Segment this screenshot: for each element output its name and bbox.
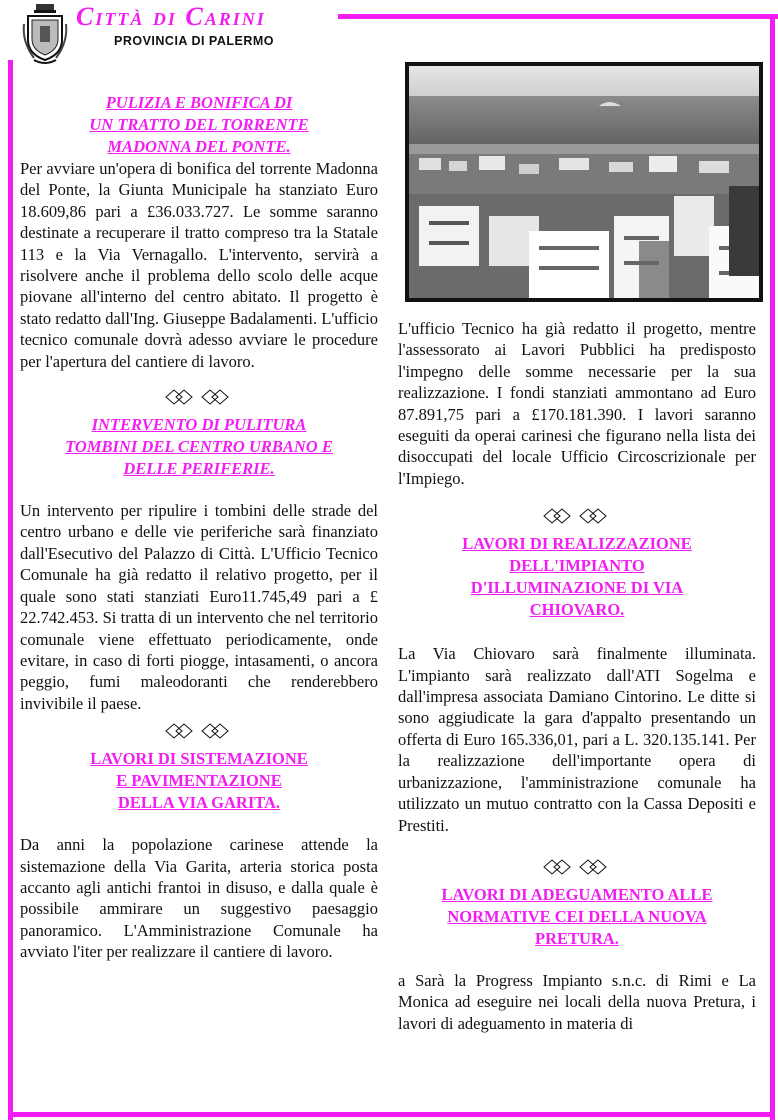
province-name: PROVINCIA DI PALERMO (114, 34, 275, 48)
title-line: PRETURA. (535, 928, 619, 948)
town-name: Città di Carini (76, 2, 266, 31)
article-3-body-continued: L'ufficio Tecnico ha già redatto il progetto, mentre l'assessorato ai Lavori Pubblici ha predisposto l'impegno delle somme necessarie per la sua realizzazione. I fondi stanziati ammontano ad Euro 87.891,75 pari a £170.181.390. I lavori saranno eseguiti da operai carinesi che figurano nella lista dei disoccupati del locale Ufficio Circoscrizionale per l'Impiego. (398, 319, 756, 488)
article-1-title (20, 92, 378, 158)
article-4-body: La Via Chiovaro sarà finalmente illuminata. L'impianto sarà realizzato dall'ATI Sogelma e dall'impresa associata Damiano Cintorino. Le ditte si sono aggiudicate la gara d'appalto presentando un offerta di Euro 165.336,01, pari a L. 320.135.141. Per la realizzazione dell'importante opera di urbanizzazione, l'amministrazione comunale ha utilizzato un mutuo contratto con la Cassa Depositi e Prestiti. (398, 644, 756, 835)
title-line: UN TRATTO DEL TORRENTE (89, 115, 309, 134)
title-line: PULIZIA E BONIFICA DI (105, 93, 293, 112)
article-5-title (398, 884, 756, 950)
double-diamond-ornament-icon (20, 388, 378, 412)
title-line: MADONNA DEL PONTE. (107, 137, 291, 156)
title-line: DELLA VIA GARITA. (117, 793, 281, 813)
double-diamond-ornament-icon (20, 722, 378, 746)
title-line: DELLE PERIFERIE. (123, 459, 275, 479)
title-line: LAVORI DI REALIZZAZIONE (462, 534, 692, 554)
article-1-body: Per avviare un'opera di bonifica del torrente Madonna del Ponte, la Giunta Municipale ha stanziato Euro 18.609,86 pari a £36.033.727. Le somme saranno destinate a recuperare il tratto compreso tra la Statale 113 e la Via Vernagallo. L'intervento, servirà a risolvere anche il problema dello scolo delle acque piovane all'interno del centro abitato. Il progetto è stato redatto dall'Ing. Giuseppe Badalamenti. L'ufficio tecnico comunale dovrà adesso avviare le procedure per l'apertura del cantiere di lavoro. (20, 159, 378, 371)
left-column (20, 92, 378, 963)
title-line: LAVORI DI ADEGUAMENTO ALLE (441, 884, 713, 904)
title-line: DELL'IMPIANTO (509, 556, 645, 576)
article-4-title (398, 533, 756, 621)
city-panorama-photo (405, 62, 763, 302)
title-line: E PAVIMENTAZIONE (116, 771, 282, 791)
article-3-body: Da anni la popolazione carinese attende la sistemazione della Via Garita, arteria storica posta accanto agli antichi frantoi in disuso, e dalla quale è possibile ammirare un suggestivo paesaggio panoramico. L'Amministrazione Comunale ha avviato l'iter per realizzare il cantiere di lavoro. (20, 835, 378, 962)
title-line: D'ILLUMINAZIONE DI VIA (470, 578, 684, 598)
article-5-body: a Sarà la Progress Impianto s.n.c. di Rimi e La Monica ad eseguire nei locali della nuova Pretura, i lavori di adeguamento in materia di (398, 970, 756, 1033)
town-crest-icon (20, 2, 70, 66)
right-column (398, 318, 756, 1034)
title-line: INTERVENTO DI PULITURA (91, 415, 307, 435)
title-line: NORMATIVE CEI DELLA NUOVA (447, 906, 707, 926)
frame-bottom-line (8, 1112, 775, 1117)
frame-left-line (8, 60, 13, 1120)
title-line: LAVORI DI SISTEMAZIONE (90, 749, 308, 769)
article-2-body: Un intervento per ripulire i tombini delle strade del centro urbano e delle vie periferiche sarà finanziato dall'Esecutivo del Palazzo di Città. L'Ufficio Tecnico Comunale ha già redatto il relativo progetto, per il quale sono stati stanziati Euro11.745,49 pari a £ 22.742.453. Si tratta di un intervento che nel territorio comunale viene effettuato periodicamente, onde evitare, in caso di forti piogge, intasamenti, o ancora peggio, fumi maleodoranti che renderebbero invivibile il paese. (20, 501, 378, 713)
title-line: TOMBINI DEL CENTRO URBANO E (65, 437, 333, 457)
article-2-title (20, 414, 378, 480)
title-line: CHIOVARO. (529, 600, 625, 620)
double-diamond-ornament-icon (398, 507, 756, 531)
frame-right-line (770, 14, 775, 1120)
article-3-title (20, 748, 378, 814)
frame-top-line (338, 14, 778, 19)
double-diamond-ornament-icon (398, 858, 756, 882)
